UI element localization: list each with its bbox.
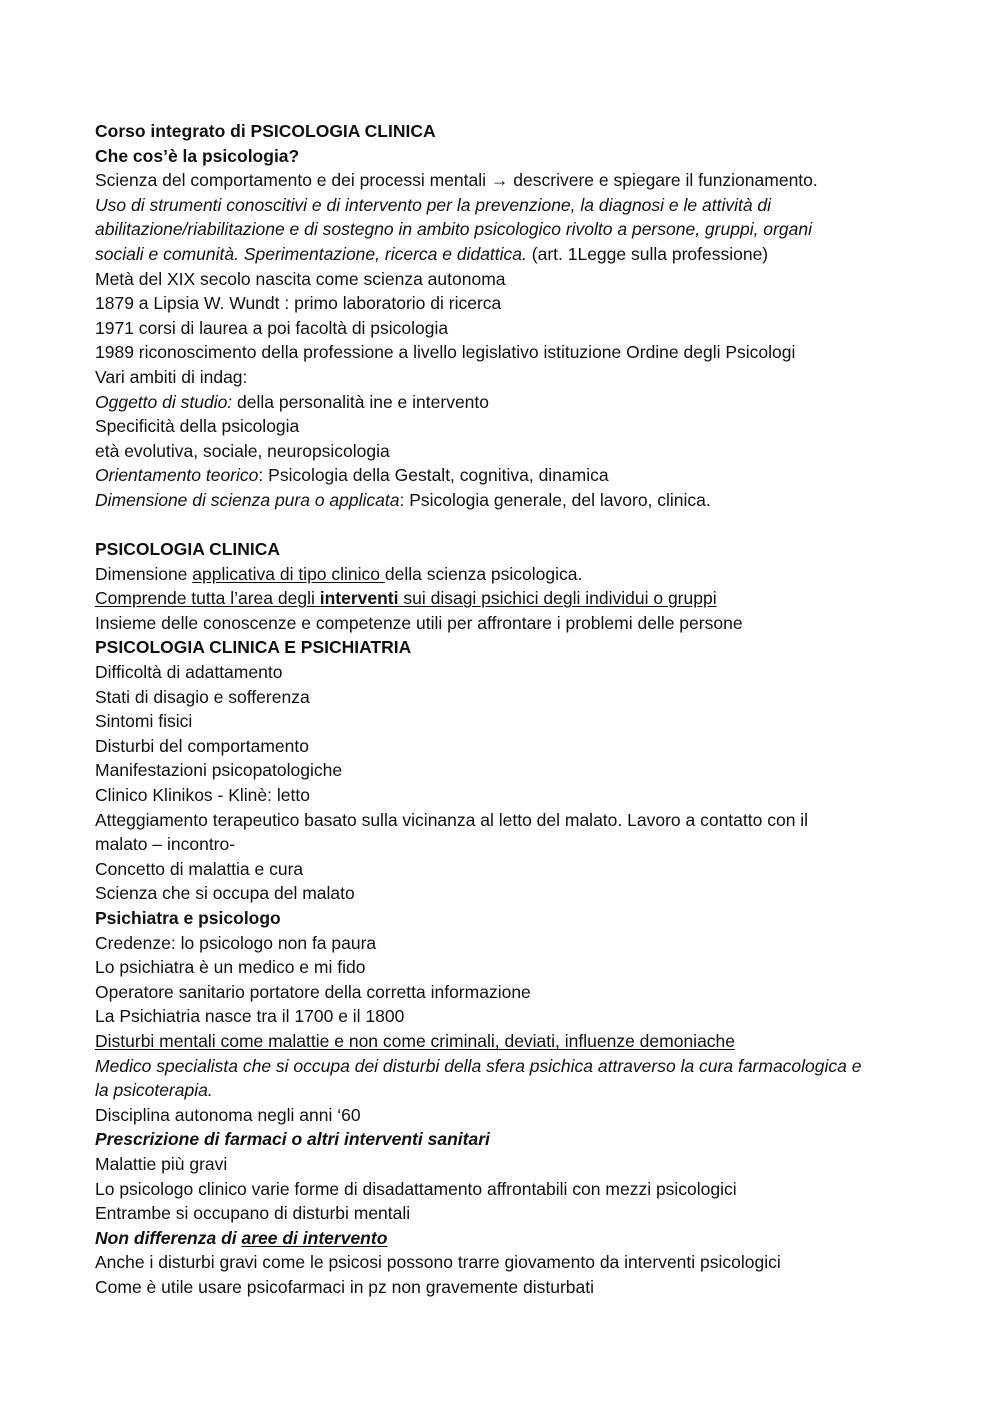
section-question: Che cos’è la psicologia? <box>95 145 300 166</box>
history-line-3: 1971 corsi di laurea a poi facoltà di psicologia <box>95 317 449 338</box>
list-item: Clinico Klinikos - Klinè: letto <box>95 785 310 806</box>
list-item-bold-italic: Prescrizione di farmaci o altri interventi sanitari <box>95 1129 490 1150</box>
list-item: Credenze: lo psicologo non fa paura <box>95 932 377 953</box>
list-item: Manifestazioni psicopatologiche <box>95 760 343 781</box>
psichiatria-heading: PSICOLOGIA CLINICA E PSICHIATRIA <box>95 637 412 658</box>
list-item: Disciplina autonoma negli anni ‘60 <box>95 1104 361 1125</box>
definition-text-end: descrivere e spiegare il funzionamento. <box>508 170 818 191</box>
list-item-underlined: Disturbi mentali come malattie e non come criminali, deviati, influenze demoniache <box>95 1030 736 1051</box>
clinica-comp-bold: interventi <box>319 588 399 609</box>
list-item-italic: la psicoterapia. <box>95 1080 213 1101</box>
list-item: Atteggiamento terapeutico basato sulla vicinanza al letto del malato. Lavoro a contatto con il <box>95 809 809 830</box>
orientamento-line <box>95 463 940 488</box>
specificita-line: Specificità della psicologia <box>95 416 300 437</box>
oggetto-text: della personalità ine e intervento <box>232 391 490 412</box>
clinica-dim-underlined: applicativa di tipo clinico <box>192 563 385 584</box>
definition-line <box>95 168 940 193</box>
eta-line: età evolutiva, sociale, neuropsicologia <box>95 440 390 461</box>
non-differenza-start: Non differenza di <box>95 1227 242 1248</box>
list-item: Anche i disturbi gravi come le psicosi possono trarre giovamento da interventi psicologici <box>95 1252 781 1273</box>
clinica-insieme-line: Insieme delle conoscenze e competenze utili per affrontare i problemi delle persone <box>95 612 743 633</box>
clinica-heading: PSICOLOGIA CLINICA <box>95 539 281 560</box>
ambiti-line: Vari ambiti di indag: <box>95 366 248 387</box>
history-line-2: 1879 a Lipsia W. Wundt : primo laboratorio di ricerca <box>95 293 502 314</box>
list-item: Malattie più gravi <box>95 1153 228 1174</box>
list-item: Sintomi fisici <box>95 711 193 732</box>
list-item: malato – incontro- <box>95 834 236 855</box>
orientamento-text: : Psicologia della Gestalt, cognitiva, dinamica <box>258 465 609 486</box>
clinica-dimensione-line <box>95 562 940 587</box>
oggetto-label: Oggetto di studio: <box>95 391 233 412</box>
clinica-comprende-line <box>95 586 940 611</box>
list-item: Disturbi del comportamento <box>95 735 309 756</box>
list-item-italic: Medico specialista che si occupa dei disturbi della sfera psichica attraverso la cura farmacologica e <box>95 1055 862 1076</box>
list-item: Scienza che si occupa del malato <box>95 883 355 904</box>
orientamento-label: Orientamento teorico <box>95 465 259 486</box>
clinica-dim-end: della scienza psicologica. <box>384 563 583 584</box>
list-item: Operatore sanitario portatore della corretta informazione <box>95 981 531 1002</box>
list-item: Lo psicologo clinico varie forme di disadattamento affrontabili con mezzi psicologici <box>95 1178 737 1199</box>
clinica-comp-start: Comprende tutta l’area degli <box>95 588 320 609</box>
non-differenza-line <box>95 1226 940 1251</box>
list-item: Difficoltà di adattamento <box>95 662 283 683</box>
definition-text: Scienza del comportamento e dei processi mentali <box>95 170 487 191</box>
dimensione-text: : Psicologia generale, del lavoro, clinica. <box>399 489 711 510</box>
uso-line-3-ref: (art. 1Legge sulla professione) <box>526 243 769 264</box>
non-differenza-underlined: aree di intervento <box>241 1227 388 1248</box>
list-item: Concetto di malattia e cura <box>95 858 304 879</box>
uso-line-3 <box>95 242 940 267</box>
course-title: Corso integrato di PSICOLOGIA CLINICA <box>95 121 436 141</box>
psichiatra-heading: Psichiatra e psicologo <box>95 908 281 928</box>
history-line-4: 1989 riconoscimento della professione a livello legislativo istituzione Ordine degli Psicologi <box>95 342 796 363</box>
clinica-comp-end: sui disagi psichici degli individui o gruppi <box>398 588 717 609</box>
oggetto-line <box>95 390 940 415</box>
list-item: La Psichiatria nasce tra il 1700 e il 1800 <box>95 1006 405 1027</box>
list-item: Entrambe si occupano di disturbi mentali <box>95 1203 411 1224</box>
arrow-icon: → <box>490 170 509 191</box>
blank-line <box>95 513 940 538</box>
dimensione-label: Dimensione di scienza pura o applicata <box>95 489 400 510</box>
list-item: Come è utile usare psicofarmaci in pz non gravemente disturbati <box>95 1276 594 1297</box>
list-item: Stati di disagio e sofferenza <box>95 686 310 707</box>
dimensione-line <box>95 488 940 513</box>
uso-line-2: abilitazione/riabilitazione e di sostegno in ambito psicologico rivolto a persone, gruppi, organi <box>95 219 812 240</box>
history-line-1: Metà del XIX secolo nascita come scienza autonoma <box>95 268 506 289</box>
list-item: Lo psichiatra è un medico e mi fido <box>95 957 366 978</box>
uso-line-3-italic: sociali e comunità. Sperimentazione, ricerca e didattica. <box>95 243 527 264</box>
clinica-dim-start: Dimensione <box>95 563 193 584</box>
uso-line-1: Uso di strumenti conoscitivi e di intervento per la prevenzione, la diagnosi e le attività di <box>95 194 772 215</box>
